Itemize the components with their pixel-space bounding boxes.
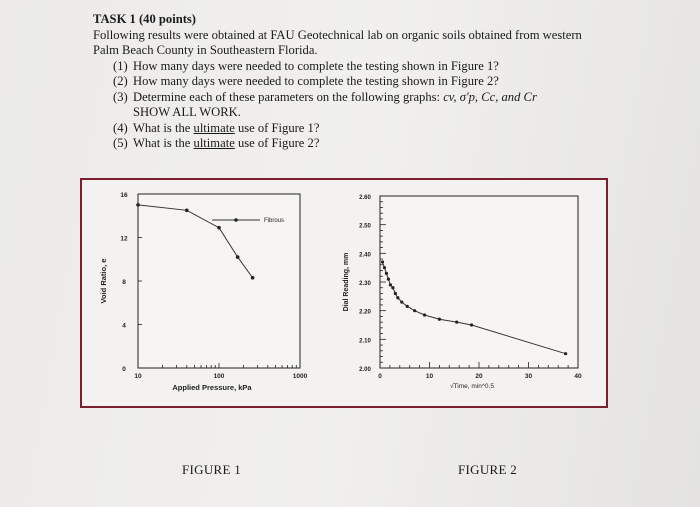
fig2-data-point [455, 321, 458, 324]
fig2-x-tick-label: 20 [475, 373, 483, 380]
fig2-data-point [385, 272, 388, 275]
fig2-y-tick-label: 2.40 [359, 252, 371, 259]
fig1-y-tick-label: 0 [122, 366, 126, 373]
fig2-data-point [470, 323, 473, 326]
question-text: use of Figure 2? [234, 136, 320, 150]
underlined-word: ultimate [193, 136, 235, 150]
fig1-legend-label: Fibrous [264, 218, 285, 224]
fig2-data-point [396, 296, 399, 299]
question-3 [113, 90, 673, 106]
fig2-y-tick-label: 2.30 [359, 281, 371, 287]
fig2-data-point [438, 318, 441, 321]
fig2-x-tick-label: 30 [524, 373, 533, 380]
question-2 [113, 74, 673, 90]
fig2-data-point [391, 286, 394, 289]
question-text: What is the [133, 120, 194, 135]
fig2-x-axis-label: √Time, min^0.5 [450, 383, 494, 390]
fig1-data-point [185, 209, 189, 213]
question-number: (2) [113, 74, 128, 88]
question-text: use of Figure 1? [234, 120, 320, 135]
fig2-y-tick-label: 2.00 [359, 367, 371, 373]
question-number: (5) [113, 136, 128, 150]
fig2-data-point [394, 292, 397, 295]
question-text: How many days were needed to complete the testing shown in Figure 1? [133, 58, 499, 73]
fig2-data-point [413, 309, 416, 312]
fig2-plot-area [380, 196, 578, 368]
show-all-work: SHOW ALL WORK. [133, 105, 241, 119]
fig2-x-tick-label: 10 [425, 373, 434, 380]
question-text: What is the [133, 136, 194, 150]
fig2-x-tick-label: 40 [574, 373, 582, 380]
question-text: Determine each of these parameters on the following graphs: [133, 89, 444, 104]
question-number: (4) [113, 120, 128, 135]
fig1-x-axis-label: Applied Pressure, kPa [172, 383, 252, 392]
figure-2-caption: FIGURE 2 [458, 462, 518, 477]
fig2-y-tick-label: 2.20 [359, 309, 371, 316]
task-intro-line-1: Following results were obtained at FAU Geotechnical lab on organic soils obtained from western [93, 27, 582, 42]
task-text-block [93, 12, 673, 152]
fig2-data-point [400, 300, 403, 303]
fig1-x-tick-label: 10 [134, 373, 142, 380]
question-number: (1) [113, 58, 128, 73]
fig1-y-tick-label: 4 [122, 322, 126, 330]
task-intro-line-2: Palm Beach County in Southeastern Florida. [93, 43, 318, 57]
fig1-data-point [251, 276, 255, 280]
figures-frame [80, 178, 608, 408]
question-number: (3) [113, 89, 128, 104]
fig1-y-tick-label: 12 [120, 235, 128, 243]
fig1-y-axis-label: Void Ratio, e [99, 258, 108, 304]
fig1-legend-marker [234, 218, 238, 222]
fig2-data-point [383, 266, 386, 269]
fig2-data-point [381, 260, 384, 263]
fig2-y-tick-label: 2.10 [359, 338, 371, 345]
fig2-x-tick-label: 0 [378, 373, 382, 380]
question-4 [113, 121, 673, 137]
fig1-data-point [136, 203, 140, 207]
fig1-y-tick-label: 8 [122, 279, 126, 286]
task-title: TASK 1 (40 points) [93, 12, 196, 26]
question-5 [113, 136, 673, 152]
fig1-data-point [236, 255, 240, 259]
fig2-data-point [387, 278, 390, 281]
fig1-y-tick-label: 16 [120, 192, 128, 199]
fig1-x-tick-label: 1000 [292, 373, 308, 380]
question-1 [113, 59, 673, 75]
fig2-data-point [423, 313, 426, 316]
fig1-x-tick-label: 100 [213, 373, 225, 380]
figures-canvas [82, 180, 606, 406]
fig2-y-tick-label: 2.50 [359, 223, 371, 230]
question-text: How many days were needed to complete the testing shown in Figure 2? [133, 74, 499, 88]
fig2-data-point [389, 283, 392, 286]
figure-1-caption: FIGURE 1 [182, 462, 242, 477]
fig2-data-point [406, 305, 409, 308]
fig1-data-point [217, 226, 221, 230]
fig2-y-tick-label: 2.60 [359, 195, 371, 201]
fig2-data-point [564, 352, 567, 355]
parameter-symbols: cv, σ'p, Cc, and Cr [443, 89, 537, 104]
fig2-y-axis-label: Dial Reading, mm [343, 252, 350, 312]
underlined-word: ultimate [193, 120, 235, 135]
